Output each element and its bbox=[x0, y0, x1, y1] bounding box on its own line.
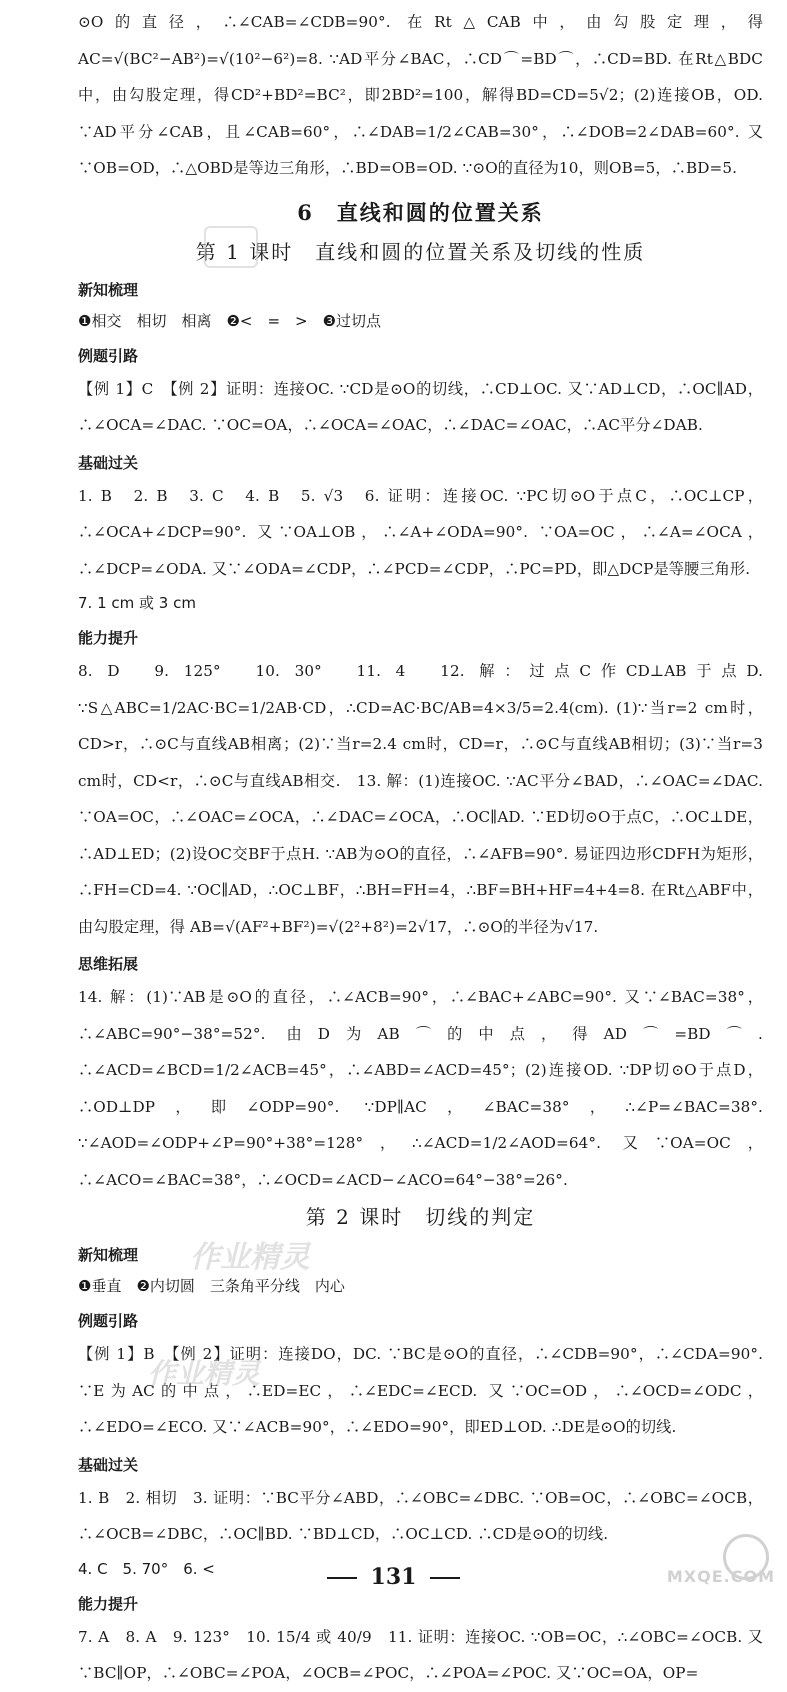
new-knowledge-answers: ❶相交 相切 相离 ❷< = > ❸过切点 bbox=[78, 311, 382, 330]
lesson-1 bbox=[78, 233, 763, 1199]
heading-new-knowledge: 新知梳理 bbox=[78, 1246, 139, 1264]
extension-answers: 14. 解：(1)∵AB是⊙O的直径，∴∠ACB=90°，∴∠BAC+∠ABC=90°. 又∵∠BAC=38°，∴∠ABC=90°−38°=52°. 由D为AB⌒的中点，得AD⌒=BD⌒. ∴∠ACD=∠BCD=1/2∠ACB=45°，∴∠ABD=∠ACD=45°；(2)连接OD. ∵DP切⊙O于点D，∴OD⊥DP，即∠ODP=90°. ∵DP∥AC，∠BAC=38°，∴∠P=∠BAC=38°. ∵∠AOD=∠ODP+∠P=90°+38°=128°，∴∠ACD=1/2∠AOD=64°. 又∵OA=OC，∴∠ACO=∠BAC=38°，∴∠OCD=∠ACD−∠ACO=64°−38°=26°. bbox=[78, 988, 763, 1189]
section-title: 6 直线和圆的位置关系 bbox=[297, 199, 544, 225]
watermark-badge-icon bbox=[204, 226, 258, 268]
dash-icon bbox=[327, 1577, 357, 1579]
watermark-text: 作业精灵 bbox=[148, 1357, 261, 1390]
basic-answers-cont: 4. C 5. 70° 6. < bbox=[78, 1559, 215, 1578]
basic-answers: 1. B 2. 相切 3. 证明：∵BC平分∠ABD，∴∠OBC=∠DBC. ∵OB=OC，∴∠OBC=∠OCB，∴∠OCB=∠DBC，∴OC∥BD. ∵BD⊥CD，∴OC⊥CD. ∴CD是⊙O的切线. bbox=[78, 1488, 763, 1543]
logo-text: MXQE.COM bbox=[666, 1567, 775, 1586]
lesson-2 bbox=[78, 1198, 763, 1692]
answer-paragraph: ⊙O的直径，∴∠CAB=∠CDB=90°. 在Rt△CAB中，由勾股定理，得 AC=√(BC²−AB²)=√(10²−6²)=8. ∵AD平分∠BAC，∴CD⌒=BD⌒，∴CD=BD. 在Rt△BDC中，由勾股定理，得CD²+BD²=BC²，即2BD²=100，解得BD=CD=5√2；(2)连接OB，OD. ∵AD平分∠CAB，且∠CAB=60°，∴∠DAB=1/2∠CAB=30°，∴∠DOB=2∠DAB=60°. 又∵OB=OD，∴△OBD是等边三角形，∴BD=OB=OD. ∵⊙O的直径为10，则OB=5，∴BD=5. bbox=[78, 13, 763, 177]
heading-ability: 能力提升 bbox=[78, 629, 139, 647]
basic-answers-cont: 7. 1 cm 或 3 cm bbox=[78, 594, 196, 612]
watermark-text: 作业精灵 bbox=[190, 1240, 310, 1275]
heading-basic: 基础过关 bbox=[78, 1455, 139, 1474]
heading-new-knowledge: 新知梳理 bbox=[78, 280, 139, 299]
ability-answers: 8. D 9. 125° 10. 30° 11. 4 12. 解：过点C作CD⊥AB于点D. ∵S△ABC=1/2AC·BC=1/2AB·CD，∴CD=AC·BC/AB=4×3/5=2.4(cm). (1)∵当r=2 cm时，CD>r，∴⊙C与直线AB相离；(2)∵当r=2.4 cm时，CD=r，∴⊙C与直线AB相切；(3)∵当r=3 cm时，CD<r，∴⊙C与直线AB相交. 13. 解：(1)连接OC. ∵AC平分∠BAD，∴∠OAC=∠DAC. ∵OA=OC，∴∠OAC=∠OCA，∴∠DAC=∠OCA，∴OC∥AD. ∵ED切⊙O于点C，∴OC⊥DE，∴AD⊥ED；(2)设OC交BF于点H. ∵AB为⊙O的直径，∴∠AFB=90°. 易证四边形CDFH为矩形，∴FH=CD=4. ∵OC∥AD，∴OC⊥BF，∴BH=FH=4，∴BF=BH+HF=4+4=8. 在Rt△ABF中，由勾股定理，得 AB=√(AF²+BF²)=√(2²+8²)=2√17，∴⊙O的半径为√17. bbox=[78, 662, 763, 936]
basic-answers: 1. B 2. B 3. C 4. B 5. √3 6. 证明：连接OC. ∵PC切⊙O于点C，∴OC⊥CP，∴∠OCA+∠DCP=90°. 又∵OA⊥OB，∴∠A+∠ODA=90°. ∵OA=OC，∴∠A=∠OCA，∴∠DCP=∠ODA. 又∵∠ODA=∠CDP，∴∠PCD=∠CDP，∴PC=PD，即△DCP是等腰三角形. bbox=[78, 486, 763, 578]
lesson-title: 第 2 课时 切线的判定 bbox=[305, 1205, 536, 1229]
heading-basic: 基础过关 bbox=[78, 453, 139, 472]
new-knowledge-answers: ❶垂直 ❷内切圆 三条角平分线 内心 bbox=[78, 1277, 345, 1295]
page-number-text: 131 bbox=[370, 1564, 417, 1590]
site-logo bbox=[615, 1534, 775, 1586]
example-answers: 【例 1】B 【例 2】证明：连接DO，DC. ∵BC是⊙O的直径，∴∠CDB=90°，∴∠CDA=90°. ∵E为AC的中点，∴ED=EC，∴∠EDC=∠ECD. 又∵OC=OD，∴∠OCD=∠ODC，∴∠EDO=∠ECO. 又∵∠ACB=90°，∴∠EDO=90°，即ED⊥OD. ∴DE是⊙O的切线. bbox=[78, 1345, 763, 1436]
heading-extension: 思维拓展 bbox=[78, 955, 139, 973]
dash-icon bbox=[430, 1577, 460, 1579]
heading-ability: 能力提升 bbox=[78, 1594, 139, 1613]
heading-examples: 例题引路 bbox=[78, 346, 139, 365]
heading-examples: 例题引路 bbox=[78, 1312, 139, 1330]
example-answers: 【例 1】C 【例 2】证明：连接OC. ∵CD是⊙O的切线，∴CD⊥OC. 又∵AD⊥CD，∴OC∥AD，∴∠OCA=∠DAC. ∵OC=OA，∴∠OCA=∠OAC，∴∠DAC=∠OAC，∴AC平分∠DAB. bbox=[78, 379, 763, 434]
ability-answers: 7. A 8. A 9. 123° 10. 15/4 或 40/9 11. 证明：连接OC. ∵OB=OC，∴∠OBC=∠OCB. 又∵BC∥OP，∴∠OBC=∠POA，∠OCB=∠POC，∴∠POA=∠POC. 又∵OC=OA，OP= bbox=[78, 1627, 763, 1682]
lesson-title: 第 1 课时 直线和圆的位置关系及切线的性质 bbox=[195, 239, 646, 264]
